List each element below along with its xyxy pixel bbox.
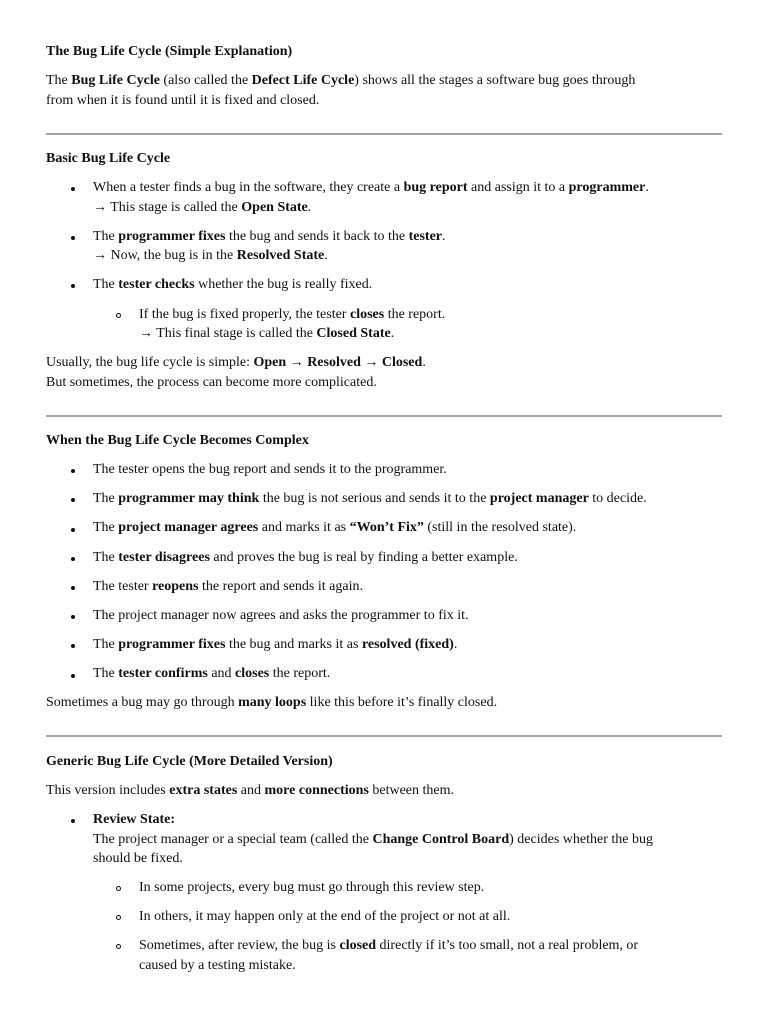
intro-paragraph-line bbox=[46, 91, 319, 111]
text-run: the report and sends it again. bbox=[198, 579, 363, 594]
emphasis-text: tester checks bbox=[118, 277, 195, 292]
list-item-text bbox=[93, 198, 311, 218]
text-run: . bbox=[324, 248, 328, 263]
emphasis-text: Closed State bbox=[316, 326, 391, 341]
emphasis-text: Closed bbox=[381, 355, 423, 370]
text-run: This version includes bbox=[46, 783, 170, 798]
text-run: the bug is not serious and sends it to the bbox=[259, 491, 490, 506]
bullet-icon bbox=[71, 674, 75, 678]
list-item-text bbox=[93, 275, 372, 295]
list-item-text bbox=[93, 460, 447, 480]
sub-list-item-text bbox=[139, 305, 445, 325]
text-run: The project manager or a special team (called the bbox=[93, 832, 373, 847]
list-item-text bbox=[93, 518, 576, 538]
text-run: to decide. bbox=[588, 491, 647, 506]
text-run: and bbox=[237, 783, 265, 798]
text-run: The bbox=[93, 550, 119, 565]
text-run: the report. bbox=[269, 666, 331, 681]
list-item-text bbox=[93, 489, 647, 509]
bullet-icon bbox=[71, 187, 75, 191]
text-run: Sometimes a bug may go through bbox=[46, 695, 239, 710]
list-item-text bbox=[93, 227, 446, 247]
text-run: and marks it as bbox=[258, 520, 350, 535]
text-run: Sometimes, after review, the bug is bbox=[139, 938, 340, 953]
bullet-icon bbox=[71, 819, 75, 823]
emphasis-text: Open State bbox=[241, 200, 308, 215]
emphasis-text: “Won’t Fix” bbox=[349, 520, 424, 535]
emphasis-text: programmer fixes bbox=[118, 229, 226, 244]
emphasis-text: project manager agrees bbox=[118, 520, 259, 535]
text-run: (also called the bbox=[159, 73, 252, 88]
emphasis-text: closed bbox=[339, 938, 377, 953]
emphasis-text: programmer fixes bbox=[118, 637, 226, 652]
text-run: The bbox=[93, 637, 119, 652]
text-run: . bbox=[442, 229, 446, 244]
text-run: ) decides whether the bug bbox=[509, 832, 653, 847]
text-run: and assign it to a bbox=[467, 180, 569, 195]
bullet-icon bbox=[71, 284, 75, 288]
bullet-icon bbox=[71, 586, 75, 590]
text-run: . bbox=[453, 637, 458, 652]
text-run: . bbox=[390, 326, 395, 341]
emphasis-text: tester bbox=[408, 229, 443, 244]
list-item-title bbox=[93, 810, 175, 830]
text-run: caused by a testing mistake. bbox=[139, 958, 296, 973]
text-run: directly if it’s too small, not a real problem, or bbox=[376, 938, 639, 953]
text-run: → bbox=[360, 355, 382, 370]
sub-list-item-text bbox=[139, 324, 394, 344]
bullet-icon bbox=[71, 557, 75, 561]
emphasis-text: reopens bbox=[152, 579, 199, 594]
list-item-text bbox=[93, 178, 649, 198]
list-item-text bbox=[93, 577, 363, 597]
text-run: the report. bbox=[384, 307, 446, 322]
text-run: But sometimes, the process can become more complicated. bbox=[46, 375, 377, 390]
emphasis-text: tester disagrees bbox=[118, 550, 210, 565]
list-item-text bbox=[93, 849, 183, 869]
emphasis-text: Review State: bbox=[93, 812, 176, 827]
section-heading-basic: Basic Bug Life Cycle bbox=[46, 151, 171, 166]
emphasis-text: programmer may think bbox=[118, 491, 260, 506]
text-run: In others, it may happen only at the end of the project or not at all. bbox=[139, 909, 511, 924]
text-run: → This stage is called the bbox=[93, 200, 242, 215]
emphasis-text: bug report bbox=[403, 180, 468, 195]
text-run: In some projects, every bug must go through this review step. bbox=[139, 880, 485, 895]
document-title: The Bug Life Cycle (Simple Explanation) bbox=[46, 44, 293, 59]
bullet-icon bbox=[71, 644, 75, 648]
sub-bullet-icon bbox=[116, 313, 121, 318]
section-heading-generic: Generic Bug Life Cycle (More Detailed Version) bbox=[46, 754, 333, 769]
text-run: the bug and marks it as bbox=[225, 637, 362, 652]
text-run: → This final stage is called the bbox=[139, 326, 317, 341]
section-divider bbox=[46, 735, 722, 737]
text-run: (still in the resolved state). bbox=[423, 520, 577, 535]
text-run: ) shows all the stages a software bug goes through bbox=[354, 73, 636, 88]
text-run: → Now, the bug is in the bbox=[93, 248, 237, 263]
bullet-icon bbox=[71, 498, 75, 502]
list-item-text bbox=[93, 635, 457, 655]
section-divider bbox=[46, 415, 722, 417]
sub-bullet-icon bbox=[116, 915, 121, 920]
text-run: The bbox=[93, 229, 119, 244]
emphasis-text: Open bbox=[253, 355, 287, 370]
bullet-icon bbox=[71, 528, 75, 532]
closing-paragraph bbox=[46, 693, 497, 713]
emphasis-text: resolved (fixed) bbox=[361, 637, 454, 652]
sub-bullet-icon bbox=[116, 944, 121, 949]
emphasis-text: Bug Life Cycle bbox=[71, 73, 160, 88]
bullet-icon bbox=[71, 615, 75, 619]
emphasis-text: closes bbox=[235, 666, 270, 681]
text-run: . bbox=[645, 180, 649, 195]
text-run: the bug and sends it back to the bbox=[225, 229, 409, 244]
emphasis-text: extra states bbox=[169, 783, 238, 798]
text-run: The bbox=[93, 666, 119, 681]
emphasis-text: Resolved State bbox=[236, 248, 325, 263]
summary-line bbox=[46, 353, 426, 373]
emphasis-text: Defect Life Cycle bbox=[251, 73, 355, 88]
bullet-icon bbox=[71, 469, 75, 473]
bullet-icon bbox=[71, 236, 75, 240]
list-item-text bbox=[93, 664, 330, 684]
text-run: The tester opens the bug report and sends it to the programmer. bbox=[93, 462, 447, 477]
text-run: The bbox=[93, 520, 119, 535]
emphasis-text: Change Control Board bbox=[372, 832, 510, 847]
text-run: like this before it’s finally closed. bbox=[306, 695, 498, 710]
text-run: and proves the bug is real by finding a better example. bbox=[209, 550, 518, 565]
sub-list-item-text bbox=[139, 907, 510, 927]
emphasis-text: Resolved bbox=[307, 355, 361, 370]
section-divider bbox=[46, 133, 722, 135]
emphasis-text: more connections bbox=[264, 783, 369, 798]
sub-list-item-text bbox=[139, 956, 296, 976]
text-run: When a tester finds a bug in the software, they create a bbox=[93, 180, 404, 195]
text-run: The bbox=[93, 491, 119, 506]
section-intro bbox=[46, 781, 454, 801]
sub-list-item-text bbox=[139, 878, 484, 898]
text-run: → bbox=[286, 355, 308, 370]
text-run: Usually, the bug life cycle is simple: bbox=[46, 355, 254, 370]
sub-list-item-text bbox=[139, 936, 638, 956]
text-run: . bbox=[422, 355, 426, 370]
text-run: . bbox=[307, 200, 312, 215]
text-run: The bbox=[46, 73, 72, 88]
emphasis-text: programmer bbox=[568, 180, 646, 195]
text-run: The bbox=[93, 277, 119, 292]
list-item-text bbox=[93, 246, 328, 266]
emphasis-text: project manager bbox=[489, 491, 589, 506]
section-heading-complex: When the Bug Life Cycle Becomes Complex bbox=[46, 433, 309, 448]
sub-bullet-icon bbox=[116, 886, 121, 891]
text-run: The project manager now agrees and asks the programmer to fix it. bbox=[93, 608, 469, 623]
emphasis-text: many loops bbox=[238, 695, 307, 710]
text-run: between them. bbox=[368, 783, 454, 798]
text-run: The tester bbox=[93, 579, 153, 594]
text-run: whether the bug is really fixed. bbox=[194, 277, 373, 292]
list-item-text bbox=[93, 606, 469, 626]
list-item-text bbox=[93, 548, 518, 568]
emphasis-text: tester confirms bbox=[118, 666, 208, 681]
emphasis-text: closes bbox=[349, 307, 385, 322]
text-run: should be fixed. bbox=[93, 851, 183, 866]
list-item-text bbox=[93, 830, 653, 850]
text-run: If the bug is fixed properly, the tester bbox=[139, 307, 350, 322]
summary-line bbox=[46, 373, 377, 393]
text-run: and bbox=[207, 666, 236, 681]
text-run: from when it is found until it is fixed and closed. bbox=[46, 93, 320, 108]
intro-paragraph-line bbox=[46, 71, 635, 91]
